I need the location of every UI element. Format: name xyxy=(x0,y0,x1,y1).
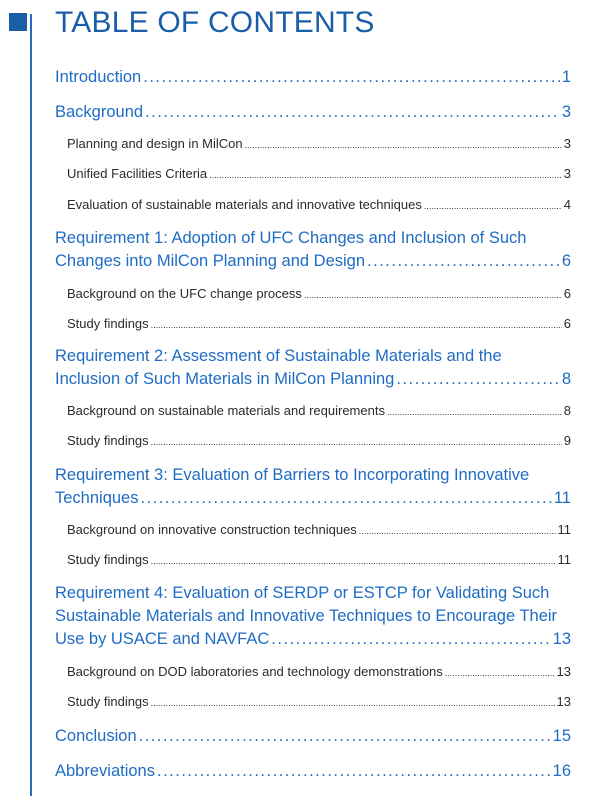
toc-entry[interactable] xyxy=(67,165,571,184)
toc-entry-line xyxy=(67,693,571,712)
dot-leader xyxy=(387,403,562,421)
toc-entry-label: Conclusion xyxy=(55,727,137,745)
toc-entry-label: Study findings xyxy=(67,552,149,567)
toc-entry[interactable] xyxy=(67,315,571,334)
dot-leader xyxy=(304,286,562,304)
dot-leader xyxy=(245,136,562,154)
toc-entry[interactable] xyxy=(67,135,571,154)
page-number: 13 xyxy=(556,694,571,709)
toc-entry-label: Techniques xyxy=(55,489,139,507)
toc-entry[interactable] xyxy=(55,464,571,510)
toc-entry-line xyxy=(67,135,571,154)
page-number: 8 xyxy=(561,370,571,388)
page-number: 11 xyxy=(557,552,571,567)
toc-entry[interactable] xyxy=(67,551,571,570)
dot-leader xyxy=(424,197,562,215)
page-number: 6 xyxy=(563,316,571,331)
page-number: 6 xyxy=(563,286,571,301)
toc-entry-label: Background on sustainable materials and requirements xyxy=(67,403,385,418)
toc-entry-label: Evaluation of sustainable materials and innovative techniques xyxy=(67,197,422,212)
toc-entry-label: Unified Facilities Criteria xyxy=(67,166,208,181)
page-number: 8 xyxy=(563,403,571,418)
toc-entry-line xyxy=(67,402,571,421)
toc-entry-label: Use by USACE and NAVFAC xyxy=(55,630,270,648)
page-number: 6 xyxy=(561,252,571,270)
toc-entry-label: Requirement 4: Evaluation of SERDP or ESTCP for Validating Such xyxy=(55,584,550,602)
toc-entry-line xyxy=(67,551,571,570)
page-number: 3 xyxy=(563,136,571,151)
page-number: 11 xyxy=(553,489,571,507)
dot-leader xyxy=(271,628,550,651)
page-number: 16 xyxy=(552,762,571,780)
toc-entry-line xyxy=(55,582,571,605)
toc-entry-line xyxy=(55,101,571,124)
dot-leader xyxy=(151,694,555,712)
toc-entry[interactable] xyxy=(67,663,571,682)
toc-entry-line xyxy=(67,663,571,682)
dot-leader xyxy=(139,725,551,748)
toc-entry-line xyxy=(55,368,571,391)
toc-entry-line xyxy=(67,315,571,334)
toc-entry[interactable] xyxy=(55,760,571,783)
toc-entry[interactable] xyxy=(67,432,571,451)
toc-entry[interactable] xyxy=(55,725,571,748)
page-number: 13 xyxy=(552,630,571,648)
vertical-rule xyxy=(30,14,32,796)
page-number: 11 xyxy=(557,522,571,537)
toc-entry-line xyxy=(67,285,571,304)
toc-entry-line xyxy=(67,521,571,540)
toc-entry-line xyxy=(55,345,571,368)
toc-entry-label: Study findings xyxy=(67,316,149,331)
dot-leader xyxy=(151,316,562,334)
toc-entry[interactable] xyxy=(55,101,571,124)
page-number: 15 xyxy=(552,727,571,745)
dot-leader xyxy=(143,66,560,89)
dot-leader xyxy=(145,101,560,124)
dot-leader xyxy=(157,760,551,783)
toc-entry-line xyxy=(67,196,571,215)
toc-entry[interactable] xyxy=(67,402,571,421)
toc-entry-line xyxy=(55,725,571,748)
toc-entry[interactable] xyxy=(55,227,571,273)
toc-entry-line xyxy=(55,464,571,487)
toc-entry-line xyxy=(55,250,571,273)
accent-square xyxy=(9,13,27,31)
toc-entry-line xyxy=(67,432,571,451)
toc-entry-label: Background on innovative construction techniques xyxy=(67,522,357,537)
toc-entry-label: Study findings xyxy=(67,433,149,448)
toc-entry-label: Sustainable Materials and Innovative Techniques to Encourage Their xyxy=(55,607,558,625)
toc-entry-line xyxy=(55,66,571,89)
toc-entry-label: Background xyxy=(55,103,144,121)
dot-leader xyxy=(209,166,562,184)
toc-entry-line xyxy=(55,760,571,783)
toc-entry-line xyxy=(55,227,571,250)
dot-leader xyxy=(367,250,560,273)
toc-entry[interactable] xyxy=(67,521,571,540)
page-number: 9 xyxy=(563,433,571,448)
toc-entry-label: Inclusion of Such Materials in MilCon Planning xyxy=(55,370,395,388)
toc-entry-label: Requirement 2: Assessment of Sustainable Materials and the xyxy=(55,347,502,365)
toc-entry-label: Introduction xyxy=(55,68,142,86)
toc-entry-label: Changes into MilCon Planning and Design xyxy=(55,252,366,270)
toc-entry[interactable] xyxy=(55,66,571,89)
page-number: 3 xyxy=(561,103,571,121)
toc-entry-label: Background on DOD laboratories and technology demonstrations xyxy=(67,664,443,679)
dot-leader xyxy=(151,433,562,451)
dot-leader xyxy=(140,487,551,510)
toc-entry-label: Study findings xyxy=(67,694,149,709)
toc-entry-line xyxy=(67,165,571,184)
toc-entry-label: Abbreviations xyxy=(55,762,155,780)
toc-entry-line xyxy=(55,628,571,651)
toc-entry-label: Requirement 1: Adoption of UFC Changes and Inclusion of Such xyxy=(55,229,527,247)
toc-entry-line xyxy=(55,487,571,510)
page-number: 1 xyxy=(561,68,571,86)
page-title: TABLE OF CONTENTS xyxy=(55,6,375,39)
toc-entry-label: Background on the UFC change process xyxy=(67,286,302,301)
toc-entry[interactable] xyxy=(67,285,571,304)
page-number: 13 xyxy=(556,664,571,679)
toc-entry[interactable] xyxy=(67,196,571,215)
page-number: 3 xyxy=(563,166,571,181)
toc-entry-label: Planning and design in MilCon xyxy=(67,136,243,151)
toc-entry-line xyxy=(55,605,571,628)
dot-leader xyxy=(359,522,556,540)
page-number: 4 xyxy=(563,197,571,212)
toc-entry[interactable] xyxy=(67,693,571,712)
dot-leader xyxy=(445,664,555,682)
dot-leader xyxy=(396,368,559,391)
toc-entry[interactable] xyxy=(55,582,571,651)
toc-entry[interactable] xyxy=(55,345,571,391)
toc-entry-label: Requirement 3: Evaluation of Barriers to Incorporating Innovative xyxy=(55,466,530,484)
dot-leader xyxy=(151,552,556,570)
